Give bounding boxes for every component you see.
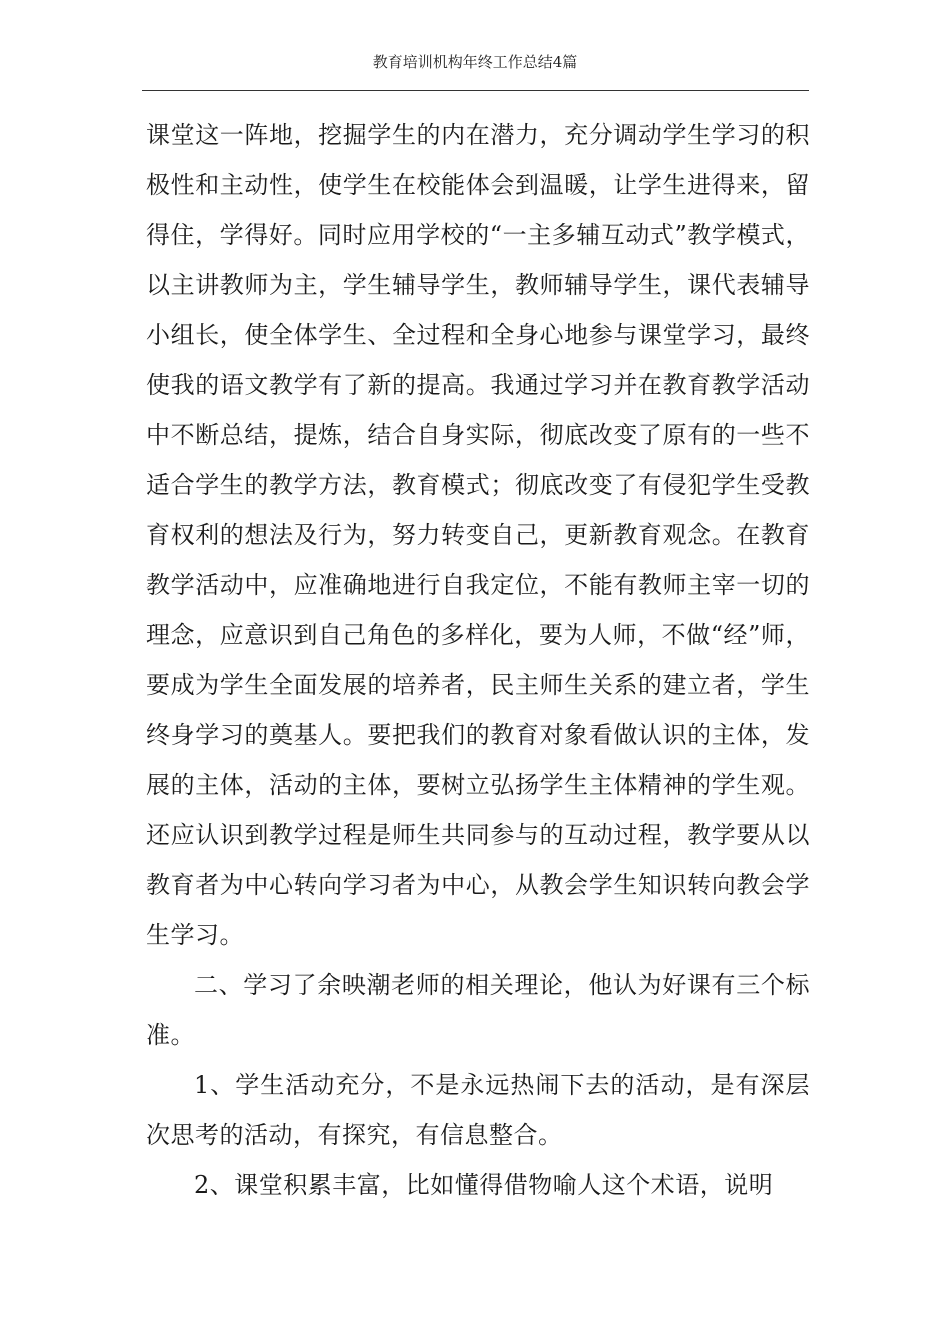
header-divider bbox=[142, 90, 809, 91]
paragraph-item-two: 2、课堂积累丰富，比如懂得借物喻人这个术语，说明 bbox=[194, 1171, 774, 1199]
page-header-title: 教育培训机构年终工作总结4篇 bbox=[372, 53, 578, 71]
paragraph-item-one: 1、学生活动充分，不是永远热闹下去的活动，是有深层次思考的活动，有探究，有信息整合。 bbox=[146, 1071, 810, 1149]
paragraph-section-two: 二、学习了余映潮老师的相关理论，他认为好课有三个标准。 bbox=[146, 971, 810, 1049]
document-body bbox=[146, 110, 810, 1210]
paragraph-continuation: 课堂这一阵地，挖掘学生的内在潜力，充分调动学生学习的积极性和主动性，使学生在校能体会到温暖，让学生进得来，留得住，学得好。同时应用学校的“一主多辅互动式”教学模式，以主讲教师为主，学生辅导学生，教师辅导学生，课代表辅导小组长，使全体学生、全过程和全身心地参与课堂学习，最终使我的语文教学有了新的提高。我通过学习并在教育教学活动中不断总结，提炼，结合自身实际，彻底改变了原有的一些不适合学生的教学方法，教育模式；彻底改变了有侵犯学生受教育权利的想法及行为，努力转变自己，更新教育观念。在教育教学活动中，应准确地进行自我定位，不能有教师主宰一切的理念，应意识到自己角色的多样化，要为人师，不做“经”师，要成为学生全面发展的培养者，民主师生关系的建立者，学生终身学习的奠基人。要把我们的教育对象看做认识的主体，发展的主体，活动的主体，要树立弘扬学生主体精神的学生观。还应认识到教学过程是师生共同参与的互动过程，教学要从以教育者为中心转向学习者为中心，从教会学生知识转向教会学生学习。 bbox=[146, 121, 810, 949]
